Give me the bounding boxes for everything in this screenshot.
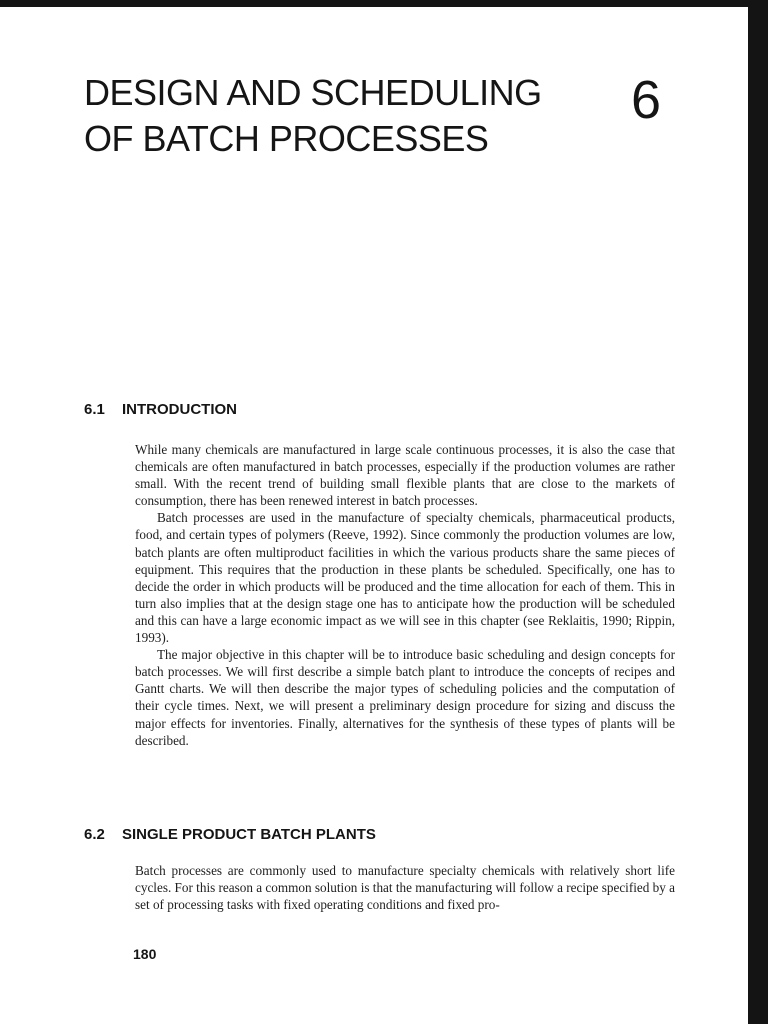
section-heading-introduction [84, 401, 237, 419]
section-number: 6.2 [84, 826, 105, 843]
paragraph: The major objective in this chapter will be to introduce basic scheduling and design concepts for batch processes. We will first describe a simple batch plant to introduce the concepts of recipes and Gantt charts. We will then describe the major types of scheduling policies and the computation of their cycle times. Next, we will present a preliminary design procedure for sizing and discuss the major effects for inventories. Finally, alternatives for the synthesis of these types of plants will be described. [135, 647, 675, 748]
scan-border-top [0, 0, 768, 7]
scan-border-right [748, 0, 768, 1024]
chapter-title [84, 70, 542, 162]
section-number: 6.1 [84, 401, 105, 418]
section-heading-single-product-batch-plants [84, 826, 376, 844]
paragraph: While many chemicals are manufactured in large scale continuous processes, it is also the case that chemicals are often manufactured in batch processes, especially if the production volumes are rather small. With the recent trend of building small flexible plants that are close to the markets of consumption, there has been renewed interest in batch processes. [135, 442, 675, 509]
section-title: INTRODUCTION [122, 401, 237, 418]
paragraph: Batch processes are used in the manufacture of specialty chemicals, pharmaceutical products, food, and certain types of polymers (Reeve, 1992). Since commonly the production volumes are low, batch plants are often multiproduct facilities in which the various products share the same pieces of equipment. This requires that the production in these plants be scheduled. Specifically, one has to decide the order in which products will be produced and the time allocation for each of them. This in turn also implies that at the design stage one has to anticipate how the production will be scheduled and this can have a large economic impact as we will see in this chapter (see Reklaitis, 1990; Rippin, 1993). [135, 510, 675, 646]
section-body-single-product-batch-plants [135, 862, 675, 913]
chapter-title-line-2: OF BATCH PROCESSES [84, 118, 489, 159]
paragraph: Batch processes are commonly used to manufacture specialty chemicals with relatively short life cycles. For this reason a common solution is that the manufacturing will follow a recipe specified by a set of processing tasks with fixed operating conditions and fixed pro- [135, 863, 675, 913]
page-number: 180 [133, 946, 157, 962]
section-body-introduction [135, 441, 675, 749]
chapter-number: 6 [631, 70, 662, 130]
chapter-title-line-1: DESIGN AND SCHEDULING [84, 72, 542, 113]
section-title: SINGLE PRODUCT BATCH PLANTS [122, 826, 376, 843]
